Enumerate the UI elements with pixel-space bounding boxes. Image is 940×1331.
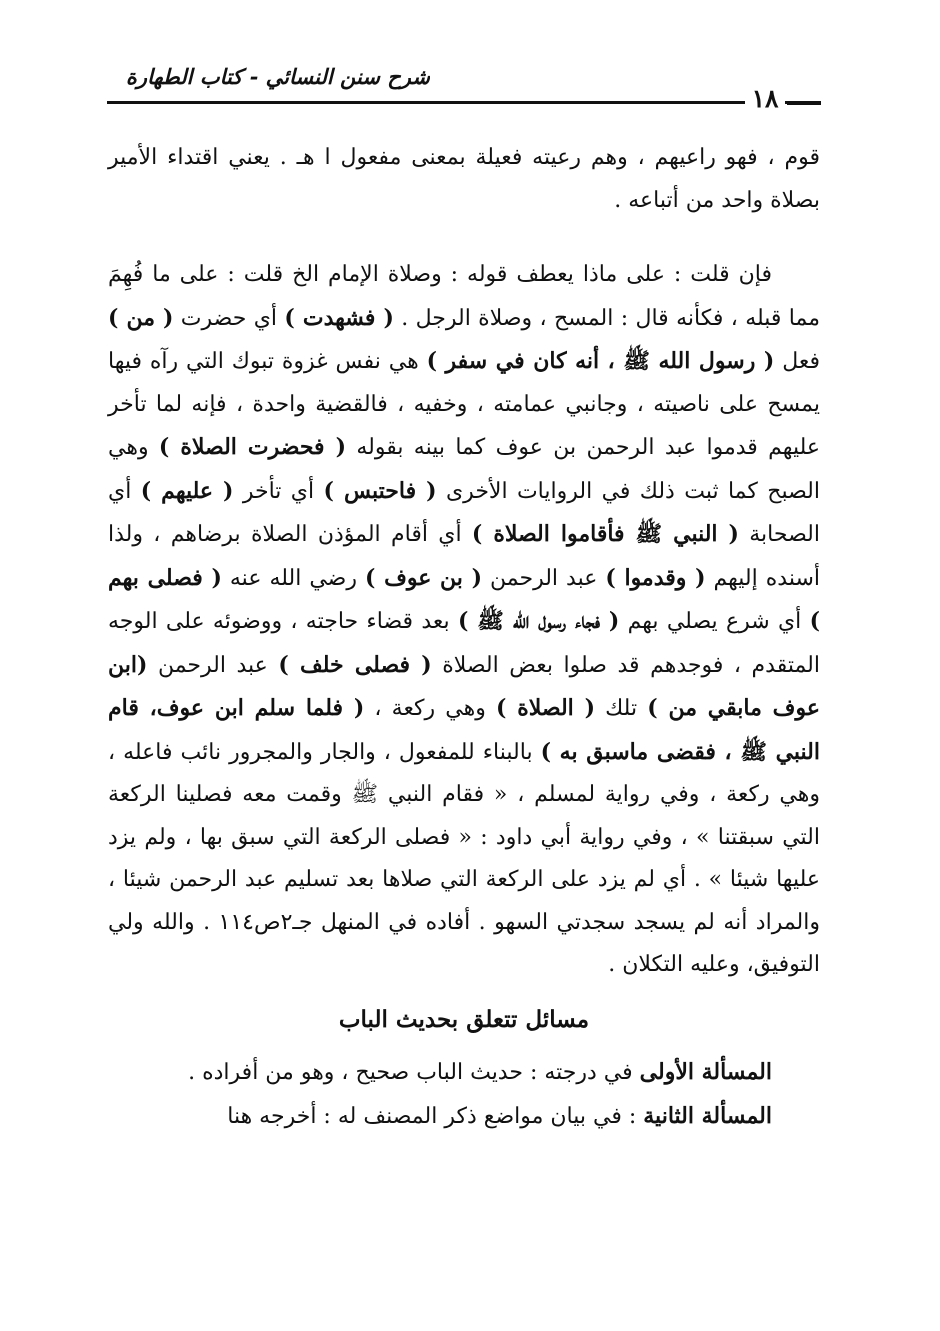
text-run: عبد الرحمن — [482, 565, 606, 591]
text-run: بعد قضاء حاجته ، ووضوئه على الوجه المتقدم ، فوجدهم قد صلوا بعض الصلاة — [108, 609, 820, 678]
text-run: أي أقام المؤذن الصلاة برضاهم ، ولذا أسنده إليهم — [108, 522, 821, 591]
bold-quote: ( فشهدت ) — [284, 304, 394, 331]
section-heading: مسائل تتعلق بحديث الباب — [338, 1005, 590, 1033]
text-run: بالبناء للمفعول ، والجار والمجرور نائب فاعله ، وهي ركعة ، وفي رواية لمسلم ، « فقام النبي ﷺ وقمت معه فصلينا الركعة التي سبقتنا » ، وفي رواية أبي داود : « فصلى الركعة التي سبق بها ، ولم يزد عليها شيئا » . أي لم يزد على الركعة التي صلاها بعد تسليم عبد الرحمن شيئا ، والمراد أنه لم يسجد سجدتي السهو . أفاده في المنهل جـ٢ص١١٤ . والله ولي التوفيق، وعليه التكلان . — [108, 739, 820, 977]
text-run: هي نفس غزوة تبوك التي رآه فيها يمسح على ناصيته ، وجانبي عمامته ، وخفيه ، فالقضية واحدة ، فإنه لما تأخر عليهم قدموا عبد الرحمن بن عوف كما بينه بقوله — [108, 349, 820, 460]
bold-quote: المسألة الثانية — [643, 1102, 772, 1129]
bold-quote: ( الصلاة ) — [496, 695, 595, 721]
page-number: ١٨ — [745, 84, 785, 114]
bold-quote: (ابن عوف مابقي من ) — [108, 651, 820, 721]
bold-quote: المسألة الأولى — [639, 1059, 772, 1085]
text-run: فإن قلت : على ماذا يعطف قوله : وصلاة الإمام الخ قلت : على ما فُهِمَ مما قبله ، فكأنه قال : المسح ، وصلاة الرجل . — [108, 262, 821, 331]
body-text — [108, 137, 820, 1138]
bold-quote: ( فلما سلم ابن عوف، قام النبي ﷺ ، فقضى ماسبق به ) — [108, 695, 820, 765]
text-run: وهي الصبح كما ثبت ذلك في الروايات الأخرى — [108, 435, 820, 504]
bold-quote: ( فحضرت الصلاة ) — [158, 434, 346, 460]
bold-quote: ( رسول الله ﷺ ، أنه كان في سفر ) — [426, 348, 775, 374]
header-rule — [107, 101, 821, 104]
text-run: أي الصحابة — [108, 478, 820, 547]
bold-quote: ( النبي ﷺ فأقاموا الصلاة ) — [471, 521, 739, 547]
text-run: أي شرع يصلي بهم — [619, 609, 810, 634]
text-run: رضي الله عنه — [221, 565, 365, 591]
text-run: أي حضرت — [173, 305, 285, 331]
paragraph-1 — [108, 137, 820, 222]
bold-quote: ( من ) — [108, 304, 174, 331]
bold-quote: ( فصلى خلف ) — [278, 651, 432, 678]
text-run: عبد الرحمن — [147, 652, 279, 678]
paragraph-2 — [108, 254, 820, 987]
bold-quote: ( فجاء رسول الله ﷺ ) — [457, 608, 620, 634]
bold-quote: ( فاحتبس ) — [323, 477, 437, 504]
text-run: فعل — [774, 349, 820, 374]
running-header-title: شرح سنن النسائي - كتاب الطهارة — [125, 64, 430, 89]
text-run: قوم ، فهو راعيهم ، وهم رعيته فعيلة بمعنى مفعول ا هـ . يعني اقتداء الأمير بصلاة واحد من أتباعه . — [108, 145, 820, 213]
text-run: أي تأخر — [233, 478, 324, 504]
text-run: في درجته : حديث الباب صحيح ، وهو من أفراده . — [188, 1060, 640, 1085]
bold-quote: ( فصلى بهم ) — [108, 564, 820, 634]
paragraph-3 — [108, 1051, 820, 1095]
text-run: : في بيان مواضع ذكر المصنف له : أخرجه هنا — [227, 1103, 644, 1129]
text-run: وهي ركعة ، — [364, 696, 497, 721]
page-number-dash — [787, 101, 821, 105]
bold-quote: ( بن عوف ) — [365, 564, 483, 591]
bold-quote: ( وقدموا ) — [605, 564, 706, 591]
paragraph-4 — [108, 1095, 820, 1139]
text-run: تلك — [595, 696, 648, 721]
bold-quote: ( عليهم ) — [140, 477, 234, 504]
